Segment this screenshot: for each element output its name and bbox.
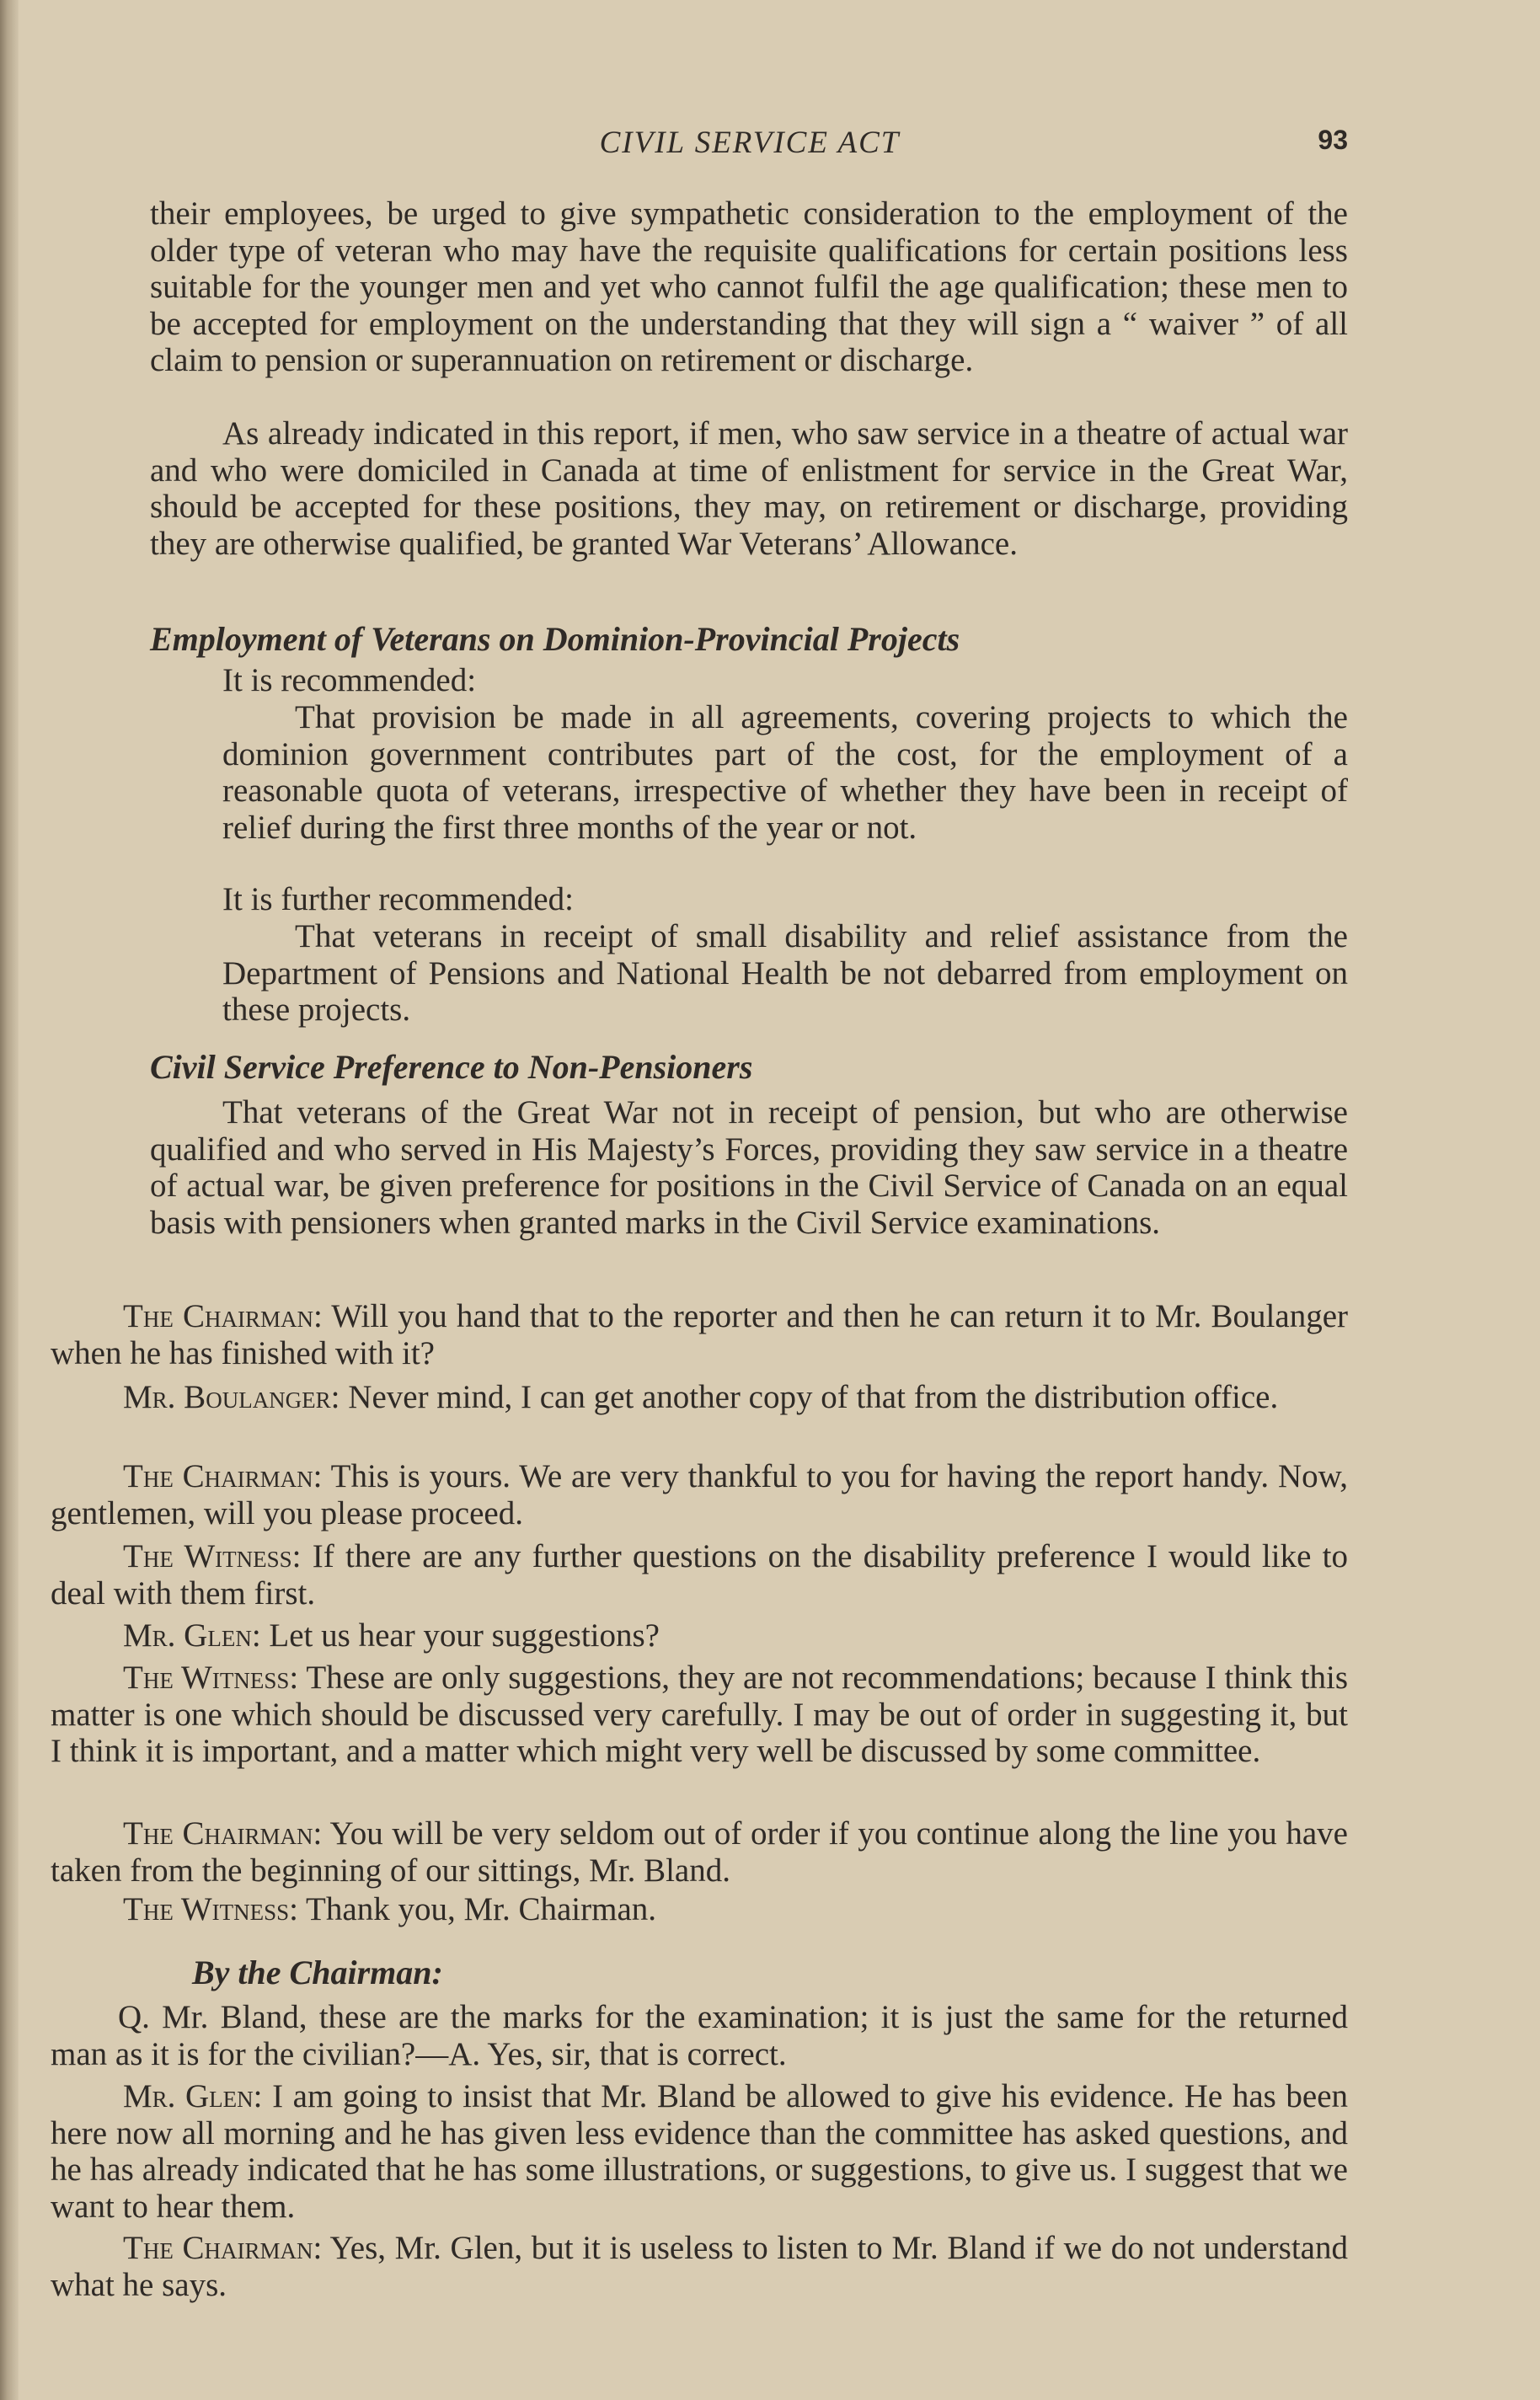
- speaker-name: Mr. Glen:: [123, 2078, 263, 2114]
- dialogue-text: Thank you, Mr. Chairman.: [298, 1891, 656, 1927]
- speaker-name: The Witness:: [123, 1891, 299, 1927]
- dialogue-line: [51, 2078, 1348, 2225]
- examination-heading: By the Chairman:: [192, 1954, 443, 1991]
- dialogue-text: You will be very seldom out of order if you continue along the line you have taken from the beginning of our sittings, Mr. Bland.: [51, 1815, 1348, 1889]
- recommendation-disability: That veterans in receipt of small disability and relief assistance from the Department of Pensions and National Health be not debarred from employment on these projects.: [222, 918, 1348, 1028]
- speaker-name: The Chairman:: [123, 1815, 323, 1852]
- dialogue-text: Yes, Mr. Glen, but it is useless to listen to Mr. Bland if we do not understand what he says.: [51, 2230, 1348, 2303]
- dialogue-line: [51, 1815, 1348, 1889]
- running-title: CIVIL SERVICE ACT: [599, 126, 901, 160]
- speaker-name: The Witness:: [123, 1660, 299, 1696]
- dialogue-line: [51, 2230, 1348, 2303]
- question-answer: Q. Mr. Bland, these are the marks for the examination; it is just the same for the returned man as it is for the civilian?—A. Yes, sir, that is correct.: [51, 1999, 1348, 2072]
- speaker-name: Mr. Glen:: [123, 1617, 261, 1654]
- speaker-name: The Witness:: [123, 1538, 302, 1574]
- page-header: [152, 125, 1348, 167]
- further-recommended-intro: It is further recommended:: [222, 881, 574, 917]
- dialogue-text: I am going to insist that Mr. Bland be allowed to give his evidence. He has been here now all morning and he has given less evidence than the committee has asked questions, and he has already indicated that he has some illustrations, or suggestions, to give us. I suggest that we want to hear them.: [51, 2078, 1349, 2225]
- section-heading-employment: Employment of Veterans on Dominion-Provincial Projects: [150, 620, 960, 658]
- dialogue-line: [51, 1617, 1348, 1654]
- dialogue-line: [51, 1379, 1348, 1416]
- recommended-intro: It is recommended:: [222, 662, 477, 698]
- recommendation-provision: That provision be made in all agreements, covering projects to which the dominion government contributes part of the cost, for the employment of a reasonable quota of veterans, irrespective of whether they have been in receipt of relief during the first three months of the year or not.: [222, 699, 1348, 846]
- dialogue-line: [51, 1538, 1348, 1612]
- paragraph-continuation: their employees, be urged to give sympathetic consideration to the employment of the older type of veteran who may have the requisite qualifications for certain positions less suitable for the younger men and yet who cannot fulfil the age qualification; these men to be accepted for employment on the understanding that they will sign a “ waiver ” of all claim to pension or superannuation on retirement or discharge.: [150, 195, 1348, 378]
- dialogue-line: [51, 1298, 1348, 1371]
- dialogue-text: These are only suggestions, they are not recommendations; because I think this matter is one which should be discussed very carefully. I may be out of order in suggesting it, but I think it is important, and a matter which might very well be discussed by some committee.: [51, 1660, 1348, 1769]
- paragraph-civil-preference: That veterans of the Great War not in receipt of pension, but who are otherwise qualified and who served in His Majesty’s Forces, providing they saw service in a theatre of actual war, be given preference for positions in the Civil Service of Canada on an equal basis with pensioners when granted marks in the Civil Service examinations.: [150, 1094, 1348, 1241]
- speaker-name: The Chairman:: [123, 2230, 323, 2266]
- dialogue-line: [51, 1891, 1348, 1928]
- dialogue-line: [51, 1660, 1348, 1770]
- dialogue-text: Will you hand that to the reporter and then he can return it to Mr. Boulanger when he has finished with it?: [51, 1298, 1348, 1371]
- section-heading-civil-service: Civil Service Preference to Non-Pensioners: [150, 1048, 753, 1086]
- dialogue-text: This is yours. We are very thankful to you for having the report handy. Now, gentlemen, will you please proceed.: [51, 1458, 1348, 1531]
- dialogue-line: [51, 1458, 1348, 1531]
- speaker-name: Mr. Boulanger:: [123, 1379, 340, 1415]
- speaker-name: The Chairman:: [123, 1298, 323, 1334]
- dialogue-text: If there are any further questions on the disability preference I would like to deal with them first.: [51, 1538, 1349, 1612]
- speaker-name: The Chairman:: [123, 1458, 323, 1494]
- dialogue-text: Never mind, I can get another copy of that from the distribution office.: [340, 1379, 1279, 1415]
- paragraph-already-indicated: As already indicated in this report, if men, who saw service in a theatre of actual war and who were domiciled in Canada at time of enlistment for service in the Great War, should be accepted for these positions, they may, on retirement or discharge, providing they are otherwise qualified, be granted War Veterans’ Allowance.: [150, 415, 1348, 562]
- page-number: 93: [1318, 125, 1348, 155]
- dialogue-text: Let us hear your suggestions?: [260, 1617, 660, 1654]
